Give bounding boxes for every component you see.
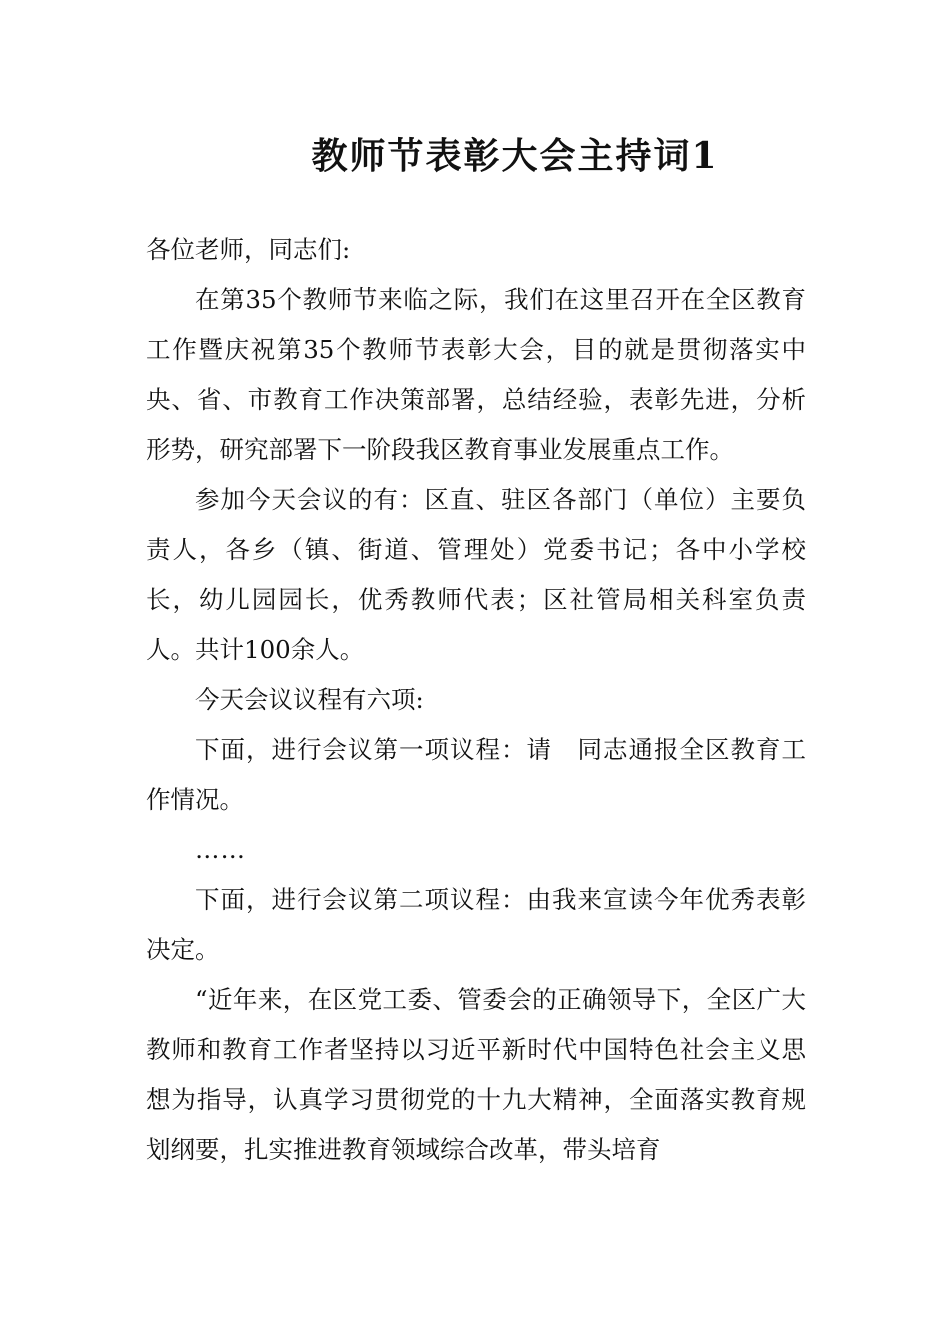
document-title: 教师节表彰大会主持词1 (311, 135, 719, 177)
paragraph-agenda-intro: 今天会议议程有六项: (195, 685, 424, 714)
document-body (146, 225, 806, 1175)
salutation: 各位老师，同志们: (146, 235, 351, 264)
paragraph-attendees: 参加今天会议的有：区直、驻区各部门（单位）主要负责人，各乡（镇、街道、管理处）党委书记；各中小学校长，幼儿园园长，优秀教师代表；区社管局相关科室负责人。共计100余人。 (146, 485, 806, 664)
paragraph-opening: 在第35个教师节来临之际，我们在这里召开在全区教育工作暨庆祝第35个教师节表彰大会，目的就是贯彻落实中央、省、市教育工作决策部署，总结经验，表彰先进，分析形势，研究部署下一阶段我区教育事业发展重点工作。 (146, 285, 806, 464)
paragraph-agenda-item-2: 下面，进行会议第二项议程：由我来宣读今年优秀表彰决定。 (146, 885, 806, 964)
paragraph-agenda-item-1: 下面，进行会议第一项议程：请 同志通报全区教育工作情况。 (146, 735, 806, 814)
paragraph-commendation-quote: “近年来，在区党工委、管委会的正确领导下，全区广大教师和教育工作者坚持以习近平新时代中国特色社会主义思想为指导，认真学习贯彻党的十九大精神，全面落实教育规划纲要，扎实推进教育领域综合改革，带头培育 (146, 985, 806, 1164)
paragraph-ellipsis: …… (195, 835, 246, 864)
